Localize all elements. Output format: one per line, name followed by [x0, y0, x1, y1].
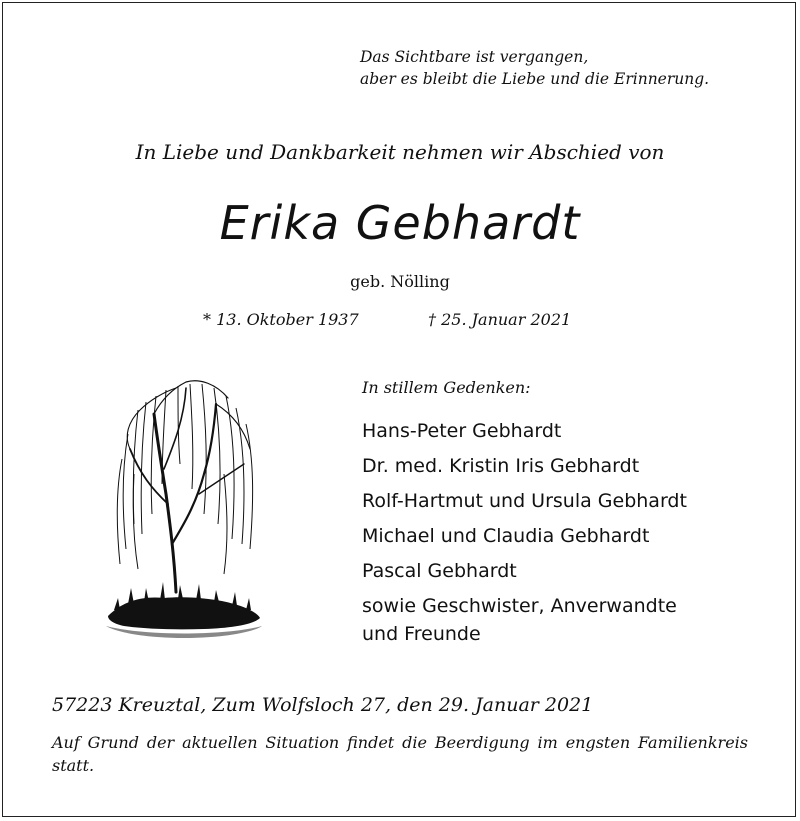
- mourner-name: Rolf-Hartmut und Ursula Gebhardt: [362, 490, 687, 512]
- mourners-others-line-1: sowie Geschwister, Anverwandte: [362, 595, 677, 617]
- mourner-name: Hans-Peter Gebhardt: [362, 420, 562, 442]
- funeral-notice: Auf Grund der aktuellen Situation findet die Beerdigung im engsten Familienkreis statt.: [52, 733, 748, 775]
- quote-line-2: aber es bleibt die Liebe und die Erinnerung.: [360, 70, 710, 88]
- maiden-name: geb. Nölling: [350, 272, 450, 291]
- weeping-willow-icon: [104, 374, 264, 650]
- death-date: † 25. Januar 2021: [428, 310, 572, 329]
- mourner-name: Michael und Claudia Gebhardt: [362, 525, 650, 547]
- intro-text: In Liebe und Dankbarkeit nehmen wir Abschied von: [135, 140, 665, 164]
- mourner-name: Pascal Gebhardt: [362, 560, 517, 582]
- quote-line-1: Das Sichtbare ist vergangen,: [360, 48, 589, 66]
- mourners-others: [362, 589, 687, 648]
- memory-title: In stillem Gedenken:: [362, 378, 531, 397]
- deceased-name: Erika Gebhardt: [219, 196, 581, 250]
- mourners-list: [362, 414, 687, 648]
- birth-date: * 13. Oktober 1937: [203, 310, 359, 329]
- quote: [360, 46, 709, 90]
- place-and-date: 57223 Kreuztal, Zum Wolfsloch 27, den 29. Januar 2021: [52, 694, 594, 716]
- mourners-others-line-2: und Freunde: [362, 623, 481, 645]
- mourner-name: Dr. med. Kristin Iris Gebhardt: [362, 455, 640, 477]
